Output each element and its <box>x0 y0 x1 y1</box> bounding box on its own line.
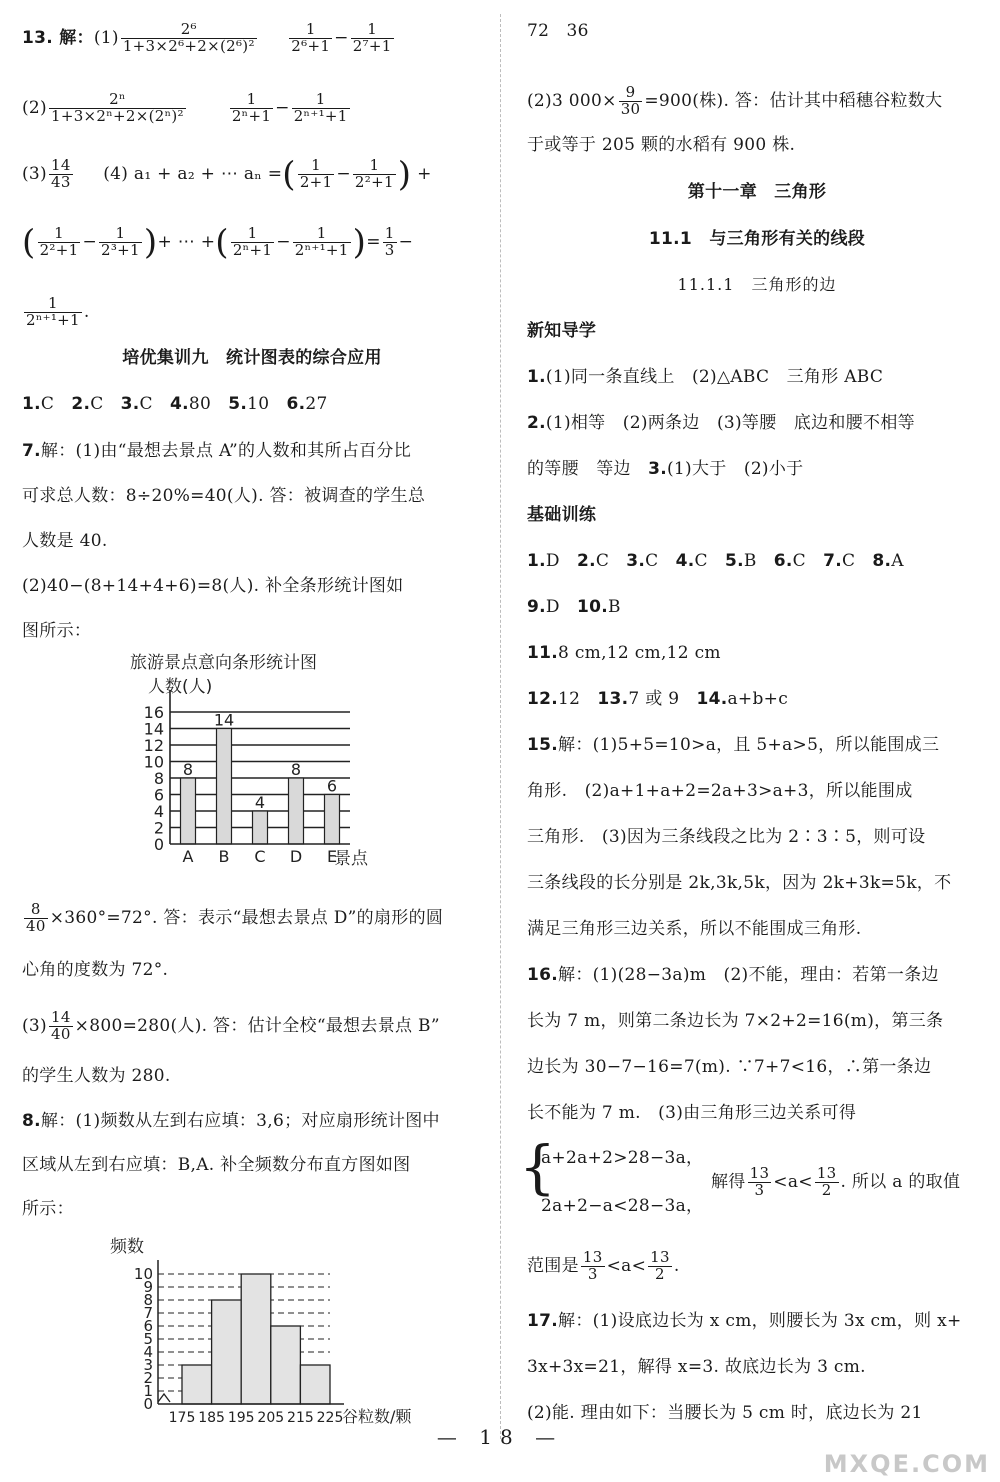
q15-l4: 三条线段的长分别是 2k,3k,5k，因为 2k+3k=5k，不 <box>527 873 952 893</box>
q15-l2: 角形. (2)a+1+a+2=2a+3>a+3，所以能围成 <box>527 781 913 801</box>
y-tick-label: 3 <box>143 1356 153 1374</box>
column-divider <box>500 14 501 1439</box>
x-tick-label: D <box>289 847 303 866</box>
q15-l3: 三角形. (3)因为三条线段之比为 2∶3∶5，则可设 <box>527 827 926 847</box>
y-tick-label: 1 <box>143 1382 153 1400</box>
y-tick-label: 8 <box>153 769 164 788</box>
x-axis-label: 景点 <box>334 849 368 869</box>
x-tick-label: E <box>326 847 338 866</box>
fraction: $\frac{13}{3}$ <box>749 1164 770 1199</box>
bar-C <box>253 811 268 844</box>
q7-line8: (3) $\frac{14}{40}$ ×800=280(人). 答：估计全校“最想去景点 B” <box>22 1008 440 1043</box>
section-title: 培优集训九 统计图表的综合应用 <box>122 348 382 368</box>
mc-answers: 1.C 2.C 3.C 4.80 5.10 6.27 <box>22 394 328 414</box>
x-tick-label: C <box>254 847 266 866</box>
q16-range: 范围是 $\frac{13}{3}$ <a< $\frac{13}{2}$ . <box>527 1248 680 1283</box>
r-line2: (2)3 000× $\frac{9}{30}$ =900(株). 答：估计其中稻穗谷粒数大 <box>527 83 943 118</box>
x-tick-label: 215 <box>287 1410 314 1426</box>
fraction: $\frac{1}{2+1}$ <box>299 156 333 191</box>
q13-part3-4: (3) $\frac{14}{43}$ (4) a₁ + a₂ + ⋯ aₙ =( $\frac{1}{2+1}$ − $\frac{1}{\text{2²+1}}$ ) + <box>22 154 432 195</box>
x-tick-label: 185 <box>198 1410 225 1426</box>
fraction: $\frac{1}{\text{2²+1}}$ <box>39 224 79 259</box>
fraction: $\frac{1}{\text{2³+1}}$ <box>101 224 140 259</box>
q16-sys1: a+2a+2>28−3a， <box>541 1148 704 1168</box>
q13-label: 13. 解： <box>22 27 94 48</box>
q17-l3: (2)能. 理由如下：当腰长为 5 cm 时，底边长为 21 <box>527 1403 923 1423</box>
y-tick-label: 10 <box>133 1265 153 1283</box>
q16-solution: 解得 $\frac{13}{3}$ <a< $\frac{13}{2}$ . 所以 a 的取值 <box>711 1164 961 1199</box>
fraction: $\frac{1}{\text{2⁷+1}}$ <box>352 20 392 55</box>
r-line3: 于或等于 205 颗的水稻有 900 株. <box>527 135 796 155</box>
y-tick-label: 7 <box>143 1304 153 1322</box>
q7-line1: 7.解：(1)由“最想去景点 A”的人数和其所占百分比 <box>22 441 412 461</box>
fraction: $\frac{1}{\text{2²+1}}$ <box>354 156 394 191</box>
fraction: $\frac{14}{40}$ <box>50 1008 71 1043</box>
bar-A <box>181 778 196 844</box>
y-tick-label: 10 <box>143 752 164 772</box>
y-axis-label: 人数(人) <box>148 677 213 697</box>
data-label: 8 <box>182 760 194 779</box>
q7-line5: 图所示： <box>22 621 92 641</box>
fraction: $\frac{1}{\text{2⁶+1}}$ <box>291 20 331 55</box>
y-tick-label: 8 <box>143 1291 153 1309</box>
y-axis-label: 频数 <box>110 1237 144 1257</box>
y-tick-label: 6 <box>153 785 164 805</box>
system-brace: { <box>519 1133 556 1201</box>
q7-line4: (2)40−(8+14+4+6)=8(人). 补全条形统计图如 <box>22 576 404 596</box>
y-tick-label: 2 <box>153 818 164 838</box>
x-tick-label: 195 <box>227 1410 255 1426</box>
axis-break-mark <box>158 1394 170 1402</box>
histogram-bar-215-225 <box>300 1365 330 1404</box>
fraction: $\frac{1}{\text{2ⁿ+1}}$ <box>231 90 272 125</box>
x-tick-label: A <box>182 847 194 866</box>
data-label: 6 <box>326 776 338 796</box>
fraction: $\frac{14}{43}$ <box>50 156 71 191</box>
basic-row3: 11.8 cm,12 cm,12 cm <box>527 643 721 663</box>
data-label: 14 <box>213 710 235 730</box>
grain-histogram <box>110 1232 450 1427</box>
tourism-bar-chart <box>112 648 412 873</box>
y-tick-label: 14 <box>143 719 164 739</box>
fraction: $\frac{1}{3}$ <box>384 224 395 259</box>
q13-part1: 13. 解：(1) $\frac{\text{2⁶}}{\text{1+3×2⁶+2×(2⁶)²}}$ $\frac{1}{\text{2⁶+1}}$ − $\frac{1}{\text{2⁷+1}}$ <box>22 20 392 55</box>
q13-part4-line3: $\frac{1}{\text{2ⁿ⁺¹+1}}$ . <box>26 294 90 329</box>
q16-sys2: 2a+2−a<28−3a， <box>541 1196 704 1216</box>
fraction: $\frac{\text{2ⁿ}}{\text{1+3×2ⁿ+2×(2ⁿ)²}}$ <box>50 90 184 125</box>
bar-D <box>289 778 304 844</box>
fraction: $\frac{8}{40}$ <box>26 900 46 935</box>
section-title-11-1: 11.1 与三角形有关的线段 <box>648 229 866 249</box>
q7-line2: 可求总人数：8÷20%=40(人). 答：被调查的学生总 <box>22 486 426 506</box>
y-tick-label: 12 <box>143 736 164 755</box>
bar-B <box>217 729 232 845</box>
x-axis-label: 谷粒数/颗 <box>342 1407 412 1426</box>
q17-l2: 3x+3x=21，解得 x=3. 故底边长为 3 cm. <box>527 1357 866 1377</box>
watermark: MXQE.COM <box>823 1450 990 1478</box>
q7-line3: 人数是 40. <box>22 531 108 551</box>
fraction: $\frac{13}{2}$ <box>816 1164 837 1199</box>
q8-line1: 8.解：(1)频数从左到右应填：3,6；对应扇形统计图中 <box>22 1111 440 1131</box>
q13-part4-line2: ( $\frac{1}{\text{2²+1}}$ − $\frac{1}{\text{2³+1}}$ )+ ⋯ +( $\frac{1}{\text{2ⁿ+1}}$ − $\frac{1}{\text{2ⁿ⁺¹+1}}$ )= $\frac{1}{3}$ − <box>22 222 414 263</box>
fraction: $\frac{1}{\text{2ⁿ⁺¹+1}}$ <box>26 294 80 329</box>
y-tick-label: 6 <box>143 1317 153 1335</box>
y-tick-label: 2 <box>143 1369 153 1387</box>
heading-new-knowledge: 新知导学 <box>527 321 597 341</box>
x-tick-label: 175 <box>168 1410 196 1426</box>
q13-part2: (2) $\frac{\text{2ⁿ}}{\text{1+3×2ⁿ+2×(2ⁿ)²}}$ $\frac{1}{\text{2ⁿ+1}}$ − $\frac{1}{\text{2ⁿ⁺¹+1}}$ <box>22 90 348 125</box>
basic-row2: 9.D 10.B <box>527 597 621 617</box>
q8-line2: 区域从左到右应填：B,A. 补全频数分布直方图如图 <box>22 1155 411 1175</box>
n2: 2.(1)相等 (2)两条边 (3)等腰 底边和腰不相等 <box>527 413 915 433</box>
y-tick-label: 16 <box>143 703 164 722</box>
q16-l4: 长不能为 7 m. (3)由三角形三边关系可得 <box>527 1103 857 1123</box>
y-tick-label: 5 <box>143 1330 153 1348</box>
chart-title: 旅游景点意向条形统计图 <box>130 653 317 673</box>
fraction: $\frac{9}{30}$ <box>620 83 641 118</box>
y-tick-label: 9 <box>143 1278 153 1296</box>
histogram-bar-195-205 <box>241 1274 271 1404</box>
histogram-bar-175-185 <box>182 1365 212 1404</box>
data-label: 8 <box>290 760 302 779</box>
data-label: 4 <box>254 793 266 812</box>
q16-l2: 长为 7 m，则第二条边长为 7×2+2=16(m)，第三条 <box>527 1011 944 1031</box>
chapter-title: 第十一章 三角形 <box>687 182 827 202</box>
basic-row4: 12.12 13.7 或 9 14.a+b+c <box>527 689 789 709</box>
y-tick-label: 0 <box>143 1395 153 1413</box>
heading-basic-training: 基础训练 <box>527 505 597 525</box>
q7-line9: 的学生人数为 280. <box>22 1066 171 1086</box>
q15-l5: 满足三角形三边关系，所以不能围成三角形. <box>527 919 862 939</box>
x-tick-label: 205 <box>257 1410 285 1426</box>
fraction: $\frac{1}{\text{2ⁿ⁺¹+1}}$ <box>293 90 348 125</box>
y-tick-label: 4 <box>143 1343 153 1361</box>
q16-l3: 边长为 30−7−16=7(m). ∵7+7<16，∴第一条边 <box>527 1057 932 1077</box>
y-tick-label: 4 <box>153 802 164 821</box>
fraction: $\frac{1}{\text{2ⁿ⁺¹+1}}$ <box>294 224 349 259</box>
q15-l1: 15.解：(1)5+5=10>a，且 5+a>5，所以能围成三 <box>527 735 940 755</box>
q8-line3: 所示： <box>22 1199 74 1219</box>
q7-line6: $\frac{8}{40}$ ×360°=72°. 答：表示“最想去景点 D”的扇形的圆 <box>26 900 444 935</box>
fraction: $\frac{1}{\text{2ⁿ+1}}$ <box>232 224 273 259</box>
r-top-line: 72 36 <box>527 21 589 41</box>
q17-l1: 17.解：(1)设底边长为 x cm，则腰长为 3x cm，则 x+ <box>527 1311 962 1331</box>
q7-line7: 心角的度数为 72°. <box>22 960 169 980</box>
page-number: — 18 — <box>436 1425 564 1449</box>
fraction: $\frac{13}{3}$ <box>582 1248 603 1283</box>
x-tick-label: B <box>218 847 230 866</box>
fraction: $\frac{13}{2}$ <box>650 1248 670 1283</box>
fraction: $\frac{\text{2⁶}}{\text{1+3×2⁶+2×(2⁶)²}}$ <box>122 20 255 55</box>
n1: 1.(1)同一条直线上 (2)△ABC 三角形 ABC <box>527 367 884 387</box>
n2-n3: 的等腰 等边 3.(1)大于 (2)小于 <box>527 459 804 479</box>
basic-row1: 1.D 2.C 3.C 4.C 5.B 6.C 7.C 8.A <box>527 551 904 571</box>
histogram-bar-185-195 <box>212 1300 242 1404</box>
subsection-title: 11.1.1 三角形的边 <box>677 275 837 294</box>
y-tick-label: 0 <box>153 835 164 854</box>
q16-l1: 16.解：(1)(28−3a)m (2)不能，理由：若第一条边 <box>527 965 939 985</box>
histogram-bar-205-215 <box>271 1326 301 1404</box>
bar-E <box>325 795 340 845</box>
x-tick-label: 225 <box>316 1410 344 1426</box>
